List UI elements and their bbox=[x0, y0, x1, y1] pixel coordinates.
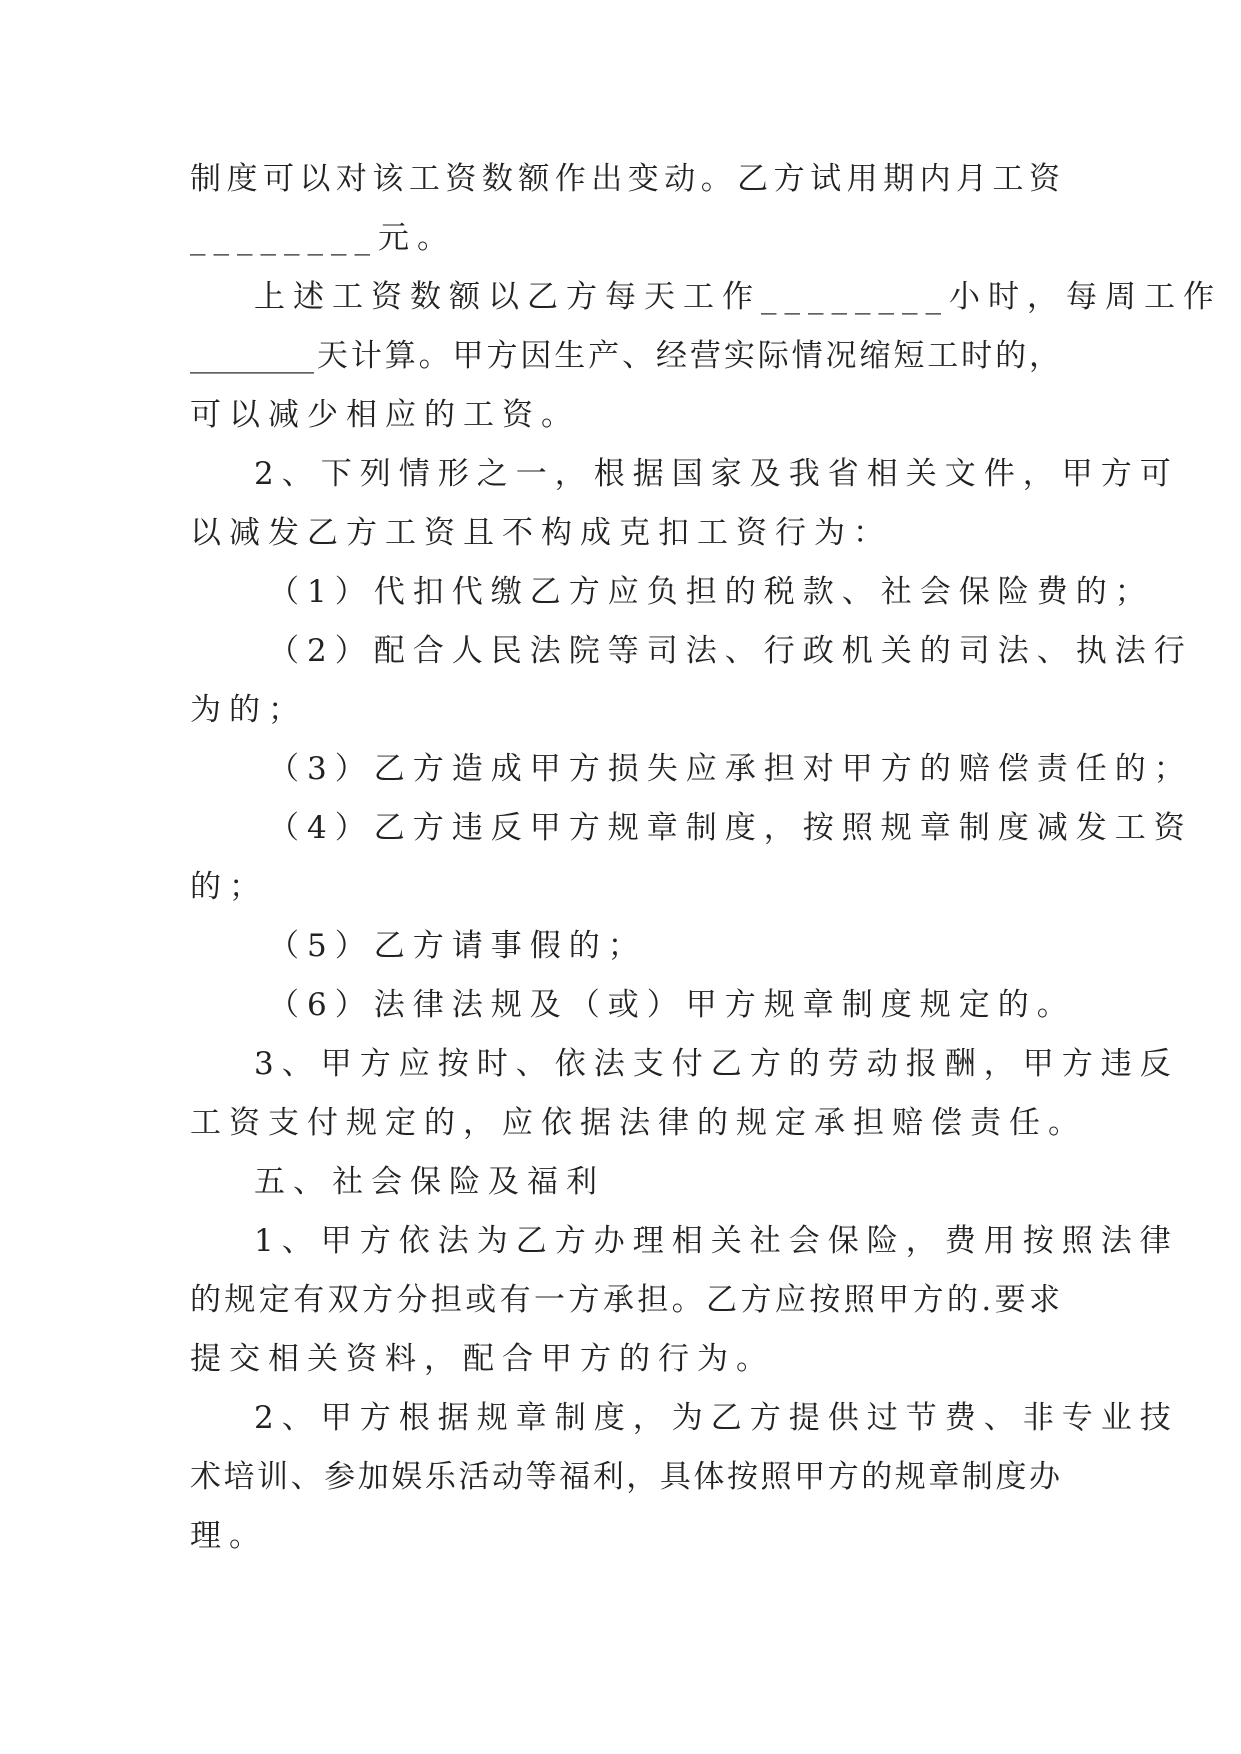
section-heading: 五、社会保险及福利 bbox=[254, 1164, 605, 1200]
text-line: ________元。 bbox=[190, 220, 456, 256]
text-line: 术培训、参加娱乐活动等福利，具体按照甲方的规章制度办 bbox=[190, 1459, 1060, 1495]
text-line: （3）乙方造成甲方损失应承担对甲方的赔偿责任的； bbox=[268, 751, 1193, 787]
text-line: （1）代扣代缴乙方应负担的税款、社会保险费的； bbox=[268, 574, 1154, 610]
text-line: 制度可以对该工资数额作出变动。乙方试用期内月工资 bbox=[190, 161, 1060, 197]
text-line: 工资支付规定的，应依据法律的规定承担赔偿责任。 bbox=[190, 1105, 1087, 1141]
text-line: 1、甲方依法为乙方办理相关社会保险，费用按照法律 bbox=[254, 1223, 1179, 1259]
text-line: 提交相关资料，配合甲方的行为。 bbox=[190, 1341, 775, 1377]
text-line: 3、甲方应按时、依法支付乙方的劳动报酬，甲方违反 bbox=[254, 1046, 1179, 1082]
text-line: 上述工资数额以乙方每天工作________小时，每周工作 bbox=[254, 279, 1222, 315]
text-line: 可以减少相应的工资。 bbox=[190, 397, 580, 433]
text-line: 2、下列情形之一，根据国家及我省相关文件，甲方可 bbox=[254, 456, 1179, 492]
document-page bbox=[190, 150, 1222, 1566]
text-line: 的规定有双方分担或有一方承担。乙方应按照甲方的.要求 bbox=[190, 1282, 1060, 1318]
text-line: （5）乙方请事假的； bbox=[268, 928, 647, 964]
text-line: （2）配合人民法院等司法、行政机关的司法、执法行 bbox=[268, 633, 1193, 669]
text-line: 以减发乙方工资且不构成克扣工资行为： bbox=[190, 515, 892, 551]
text-line: 2、甲方根据规章制度，为乙方提供过节费、非专业技 bbox=[254, 1400, 1179, 1436]
text-line: 的； bbox=[190, 869, 268, 905]
text-line: （6）法律法规及（或）甲方规章制度规定的。 bbox=[268, 987, 1076, 1023]
text-line: ________天计算。甲方因生产、经营实际情况缩短工时的， bbox=[190, 338, 1060, 374]
text-line: 理。 bbox=[190, 1518, 268, 1554]
text-line: 为的； bbox=[190, 692, 307, 728]
text-line: （4）乙方违反甲方规章制度，按照规章制度减发工资 bbox=[268, 810, 1193, 846]
